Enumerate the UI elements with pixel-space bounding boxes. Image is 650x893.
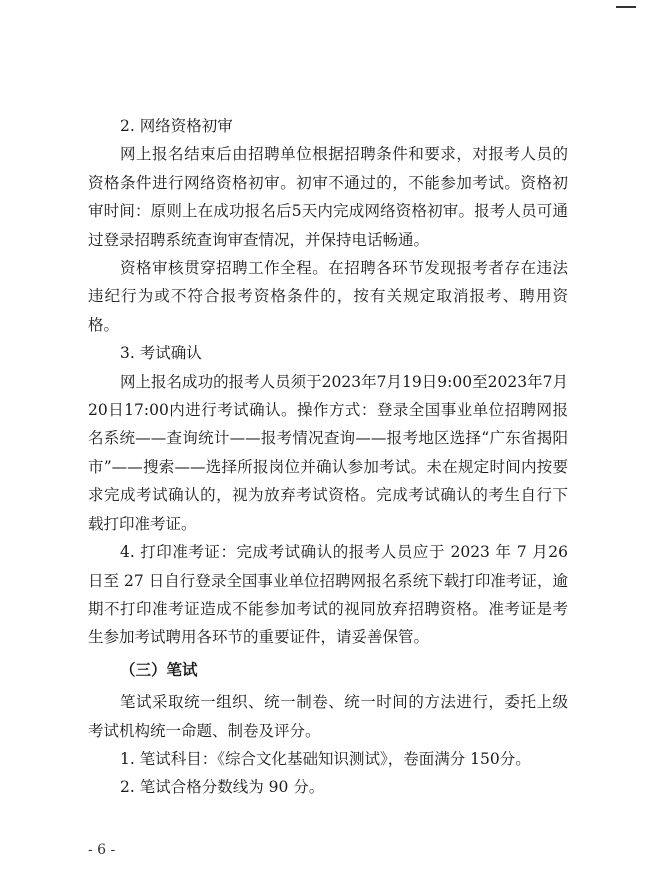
paragraph-written-exam-method: 笔试采取统一组织、统一制卷、统一时间的方法进行，委托上级考试机构统一命题、制卷及评分。 <box>88 693 568 740</box>
page-number: - 6 - <box>88 842 116 858</box>
subheading-online-review: 2. 网络资格初审 <box>120 117 233 135</box>
paragraph-qualification-check: 资格审核贯穿招聘工作全程。在招聘各环节发现报考者存在违法违纪行为或不符合报考资格条件的，按有关规定取消报考、聘用资格。 <box>88 259 568 334</box>
corner-mark <box>616 6 636 8</box>
paragraph-exam-confirmation: 网上报名成功的报考人员须于2023年7月19日9:00至2023年7月20日17:00内进行考试确认。操作方式：登录全国事业单位招聘网报名系统——查询统计——报考情况查询——报考地区选择“广东省揭阳市”——搜索——选择所报岗位并确认参加考试。未在规定时间内按要求完成考试确认的，视为放弃考试资格。完成考试确认的考生自行下载打印准考证。 <box>88 372 568 533</box>
document-body <box>88 112 568 802</box>
section-heading-written-exam: （三）笔试 <box>120 659 198 679</box>
paragraph-online-review: 网上报名结束后由招聘单位根据招聘条件和要求，对报考人员的资格条件进行网络资格初审。初审不通过的，不能参加考试。资格初审时间：原则上在成功报名后5天内完成网络资格初审。报考人员可通过登录招聘系统查询审查情况，并保持电话畅通。 <box>88 145 568 249</box>
paragraph-pass-score: 2. 笔试合格分数线为 90 分。 <box>120 778 325 797</box>
paragraph-exam-subject: 1. 笔试科目：《综合文化基础知识测试》，卷面满分 150分。 <box>120 749 531 768</box>
subheading-exam-confirmation: 3. 考试确认 <box>120 344 202 363</box>
paragraph-print-admission-ticket: 4. 打印准考证：完成考试确认的报考人员应于 2023 年 7 月26 日至 27 日自行登录全国事业单位招聘网报名系统下载打印准考证，逾期不打印准考证造成不能参加考试的视同放弃招聘资格。准考证是考生参加考试聘用各环节的重要证件，请妥善保管。 <box>88 543 568 647</box>
